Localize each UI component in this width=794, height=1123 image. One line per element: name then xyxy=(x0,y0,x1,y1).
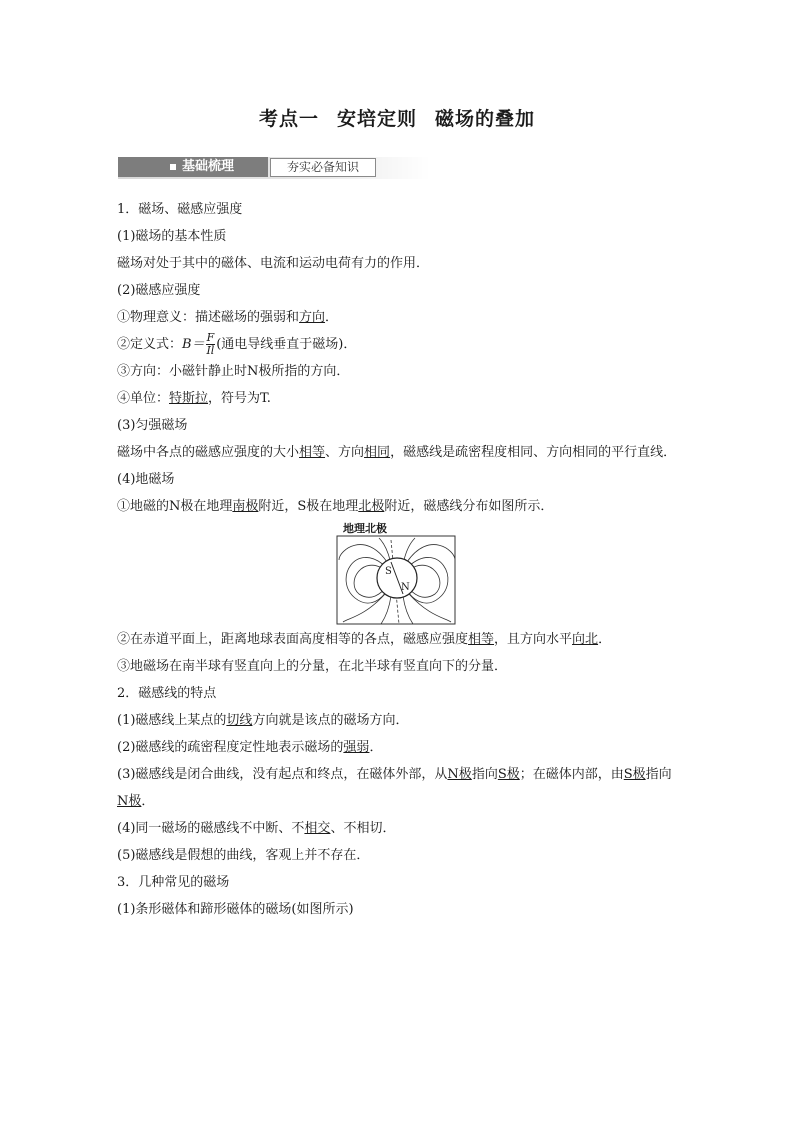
text-span: ①物理意义：描述磁场的强弱和 xyxy=(117,310,300,325)
banner-sub: 夯实必备知识 xyxy=(270,158,376,177)
text-span: ①地磁的N极在地理 xyxy=(117,499,233,514)
content-body xyxy=(117,196,679,923)
banner-main xyxy=(118,157,268,177)
underlined-answer: 强弱 xyxy=(343,740,370,755)
sec1-s2-unit xyxy=(117,385,679,412)
sec1-s4-item2 xyxy=(117,626,679,653)
sec1-s2-meaning xyxy=(117,304,679,331)
sec1-s3-title: (3)匀强磁场 xyxy=(117,418,188,433)
sec1-s4-title: (4)地磁场 xyxy=(117,472,175,487)
text-span: (1)磁感线上某点的 xyxy=(117,713,227,728)
title-part3: 磁场的叠加 xyxy=(435,108,536,130)
text-span: (通电导线垂直于磁场)． xyxy=(216,337,357,352)
sec3-heading: 3．几种常见的磁场 xyxy=(117,875,230,890)
underlined-answer: 相等 xyxy=(299,445,326,460)
sec3-item1: (1)条形磁体和蹄形磁体的磁场(如图所示) xyxy=(117,902,354,917)
title-part1: 考点一 xyxy=(258,108,319,130)
underlined-answer: 相等 xyxy=(468,632,495,647)
banner-main-label: 基础梳理 xyxy=(182,159,235,174)
text-span: (3)磁感线是闭合曲线，没有起点和终点，在磁体外部，从 xyxy=(117,767,448,782)
text-span: 、不相切． xyxy=(330,821,396,836)
text-span: 、方向 xyxy=(325,445,365,460)
text-span: ． xyxy=(141,794,155,809)
text-span: ，且方向水平 xyxy=(494,632,573,647)
underlined-answer: 方向 xyxy=(299,310,326,325)
text-span: ，磁感线是疏密程度相同、方向相同的平行直线． xyxy=(390,445,677,460)
section-banner xyxy=(118,157,430,179)
text-span: (2)磁感线的疏密程度定性地表示磁场的 xyxy=(117,740,344,755)
fraction-denominator: Il xyxy=(206,344,215,357)
fig-n-label: N xyxy=(401,582,410,593)
text-span: ． xyxy=(598,632,612,647)
sec1-s3-text xyxy=(117,439,679,466)
text-span: 附近，S极在地理 xyxy=(258,499,359,514)
sec1-s2-definition xyxy=(117,331,679,358)
text-span: 方向就是该点的磁场方向． xyxy=(252,713,409,728)
underlined-answer: 特斯拉 xyxy=(169,391,209,406)
underlined-answer: S极 xyxy=(623,767,646,782)
sec2-item4 xyxy=(117,815,679,842)
text-span: ，符号为T. xyxy=(208,391,271,406)
sec2-item1 xyxy=(117,707,679,734)
text-span: 附近，磁感线分布如图所示． xyxy=(384,499,554,514)
text-span: ④单位： xyxy=(117,391,170,406)
sec1-s1-text: 磁场对处于其中的磁体、电流和运动电荷有力的作用． xyxy=(117,256,430,271)
sec2-item3 xyxy=(117,761,679,815)
sec1-s2-title: (2)磁感应强度 xyxy=(117,283,201,298)
sec1-heading: 1．磁场、磁感应强度 xyxy=(117,202,243,217)
underlined-answer: 向北 xyxy=(572,632,599,647)
underlined-answer: 相交 xyxy=(304,821,331,836)
underlined-answer: 切线 xyxy=(226,713,253,728)
sec2-item5: (5)磁感线是假想的曲线，客观上并不存在． xyxy=(117,848,370,863)
underlined-answer: N极 xyxy=(117,794,142,809)
earth-magnetic-field-figure xyxy=(117,520,679,626)
text-span: ；在磁体内部，由 xyxy=(519,767,624,782)
square-bullet-icon xyxy=(170,164,176,170)
sec1-s2-direction: ③方向：小磁针静止时N极所指的方向． xyxy=(117,364,350,379)
formula-b: B＝ xyxy=(182,337,205,352)
fraction-numerator: F xyxy=(206,331,215,344)
text-span: (4)同一磁场的磁感线不中断、不 xyxy=(117,821,305,836)
fig-s-label: S xyxy=(385,566,392,577)
underlined-answer: N极 xyxy=(447,767,472,782)
text-span: ②定义式： xyxy=(117,337,183,352)
title-part2: 安培定则 xyxy=(336,108,417,130)
underlined-answer: 相同 xyxy=(364,445,391,460)
formula-fraction xyxy=(206,332,216,357)
fig-label: 地理北极 xyxy=(343,522,387,535)
sec2-item2 xyxy=(117,734,679,761)
underlined-answer: 南极 xyxy=(232,499,259,514)
text-span: ． xyxy=(369,740,383,755)
underlined-answer: 北极 xyxy=(358,499,385,514)
text-span: 磁场中各点的磁感应强度的大小 xyxy=(117,445,300,460)
text-span: ②在赤道平面上，距离地球表面高度相等的各点，磁感应强度 xyxy=(117,632,469,647)
text-span: 指向 xyxy=(645,767,672,782)
text-span: 指向 xyxy=(471,767,498,782)
page-title xyxy=(0,104,794,131)
underlined-answer: S极 xyxy=(497,767,520,782)
magnetic-field-diagram xyxy=(335,520,459,626)
sec2-heading: 2．磁感线的特点 xyxy=(117,686,217,701)
text-span: ． xyxy=(325,310,339,325)
sec1-s1-title: (1)磁场的基本性质 xyxy=(117,229,227,244)
sec1-s4-item3: ③地磁场在南半球有竖直向上的分量，在北半球有竖直向下的分量． xyxy=(117,659,508,674)
sec1-s4-item1 xyxy=(117,493,679,520)
